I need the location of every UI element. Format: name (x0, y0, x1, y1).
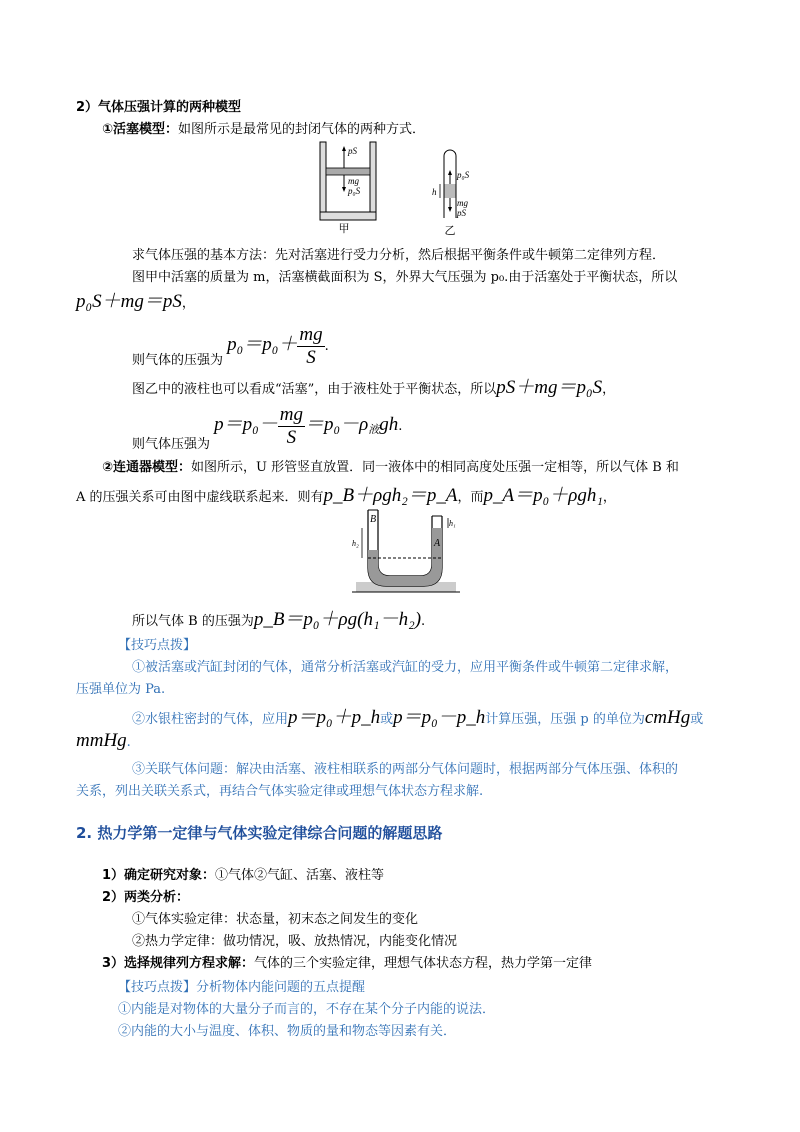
step-3-line (102, 952, 592, 971)
s2-tip-line (118, 976, 365, 995)
s2-tip-2: ②内能的大小与温度、体积、物质的量和物态等因素有关． (118, 1024, 457, 1039)
tip-2-text-a: ②水银柱密封的气体，应用 (132, 712, 289, 727)
jia-description: 图甲中活塞的质量为 m，活塞横截面积为 S，外界大气压强为 p₀.由于活塞处于平衡状态，所以 (132, 270, 678, 285)
pb-text: 所以气体 B 的压强为 (132, 614, 254, 629)
tip-2-unit-1: cmHg (644, 707, 691, 728)
equation-2-tail: . (324, 339, 329, 354)
force-p0S-label: p₀S (348, 186, 361, 196)
equation-2-line (132, 324, 329, 369)
figure-yi-caption: 乙 (444, 225, 456, 237)
tip-2-unit-2: mmHg (76, 730, 127, 751)
equation-4-denominator: S (286, 427, 297, 448)
method-text: 求气体压强的基本方法：先对活塞进行受力分析，然后根据平衡条件或牛顿第二定律列方程． (132, 248, 666, 263)
equation-1: p₀S＋mg＝pS (76, 291, 182, 312)
tip-2-or-2: 或 (690, 712, 704, 727)
equation-4-subscript: 液 (368, 423, 380, 436)
equation-6-tail: ， (602, 490, 616, 505)
then-pressure-text-1: 则气体的压强为 (132, 353, 224, 368)
tip-title: 【技巧点拨】 (118, 638, 197, 653)
connector-model-text: 如图所示，U 形管竖直放置．同一液体中的相同高度处压强一定相等，所以气体 B 和 (191, 460, 679, 475)
equation-7-tail: . (421, 614, 426, 629)
yi-description: 图乙中的液柱也可以看成“活塞”，由于液柱处于平衡状态，所以 (132, 382, 497, 397)
figure-yi (430, 148, 490, 238)
piston-model-line (102, 118, 425, 137)
step-1-line (102, 864, 384, 883)
connector-text-2: A 的压强关系可由图中虚线联系起来．则有 (76, 490, 324, 505)
yi-force-mg-label: mg (457, 198, 468, 208)
equation-2-denominator: S (306, 347, 316, 368)
gas-B-label: B (370, 514, 377, 525)
height-h-label: h (432, 187, 437, 197)
tip-3: ③关联气体问题：解决由活塞、液柱相联系的两部分气体问题时，根据两部分气体压强、体积的 (132, 762, 679, 777)
tip-1b: 压强单位为 Pa. (76, 682, 166, 697)
force-mg-label: mg (348, 176, 359, 186)
equation-4-rhs: ＝p₀－ρ (305, 414, 369, 435)
equation-4-tail: . (398, 419, 403, 434)
equation-5: p_B＋ρgh₂＝p_A (323, 485, 458, 506)
step-1-label: 1）确定研究对象： (102, 868, 216, 883)
s2-tip-1: ①内能是对物体的大量分子而言的，不存在某个分子内能的说法． (118, 1002, 496, 1017)
equation-1-tail: ， (181, 296, 195, 311)
figure-jia (312, 140, 392, 234)
step-1-text: ①气体②气缸、活塞、液柱等 (215, 868, 385, 883)
equation-3: pS＋mg＝p₀S (496, 377, 603, 398)
tip-2-line (132, 702, 703, 729)
height-h1-label: h₁ (449, 519, 456, 528)
equation-2-numerator: mg (299, 324, 323, 345)
step-3-text: 气体的三个实验定律，理想气体状态方程，热力学第一定律 (254, 956, 593, 971)
tip-1: ①被活塞或汽缸封闭的气体，通常分析活塞或汽缸的受力，应用平衡条件或牛顿第二定律求解， (132, 660, 679, 675)
equation-3-tail: ， (602, 382, 616, 397)
equation-4-end: gh (379, 414, 399, 435)
piston-model-text: 如图所示是最常见的封闭气体的两种方式． (178, 122, 426, 137)
section-heading: 2）气体压强计算的两种模型 (76, 100, 242, 115)
yi-force-pS-label: pS (457, 208, 466, 218)
equation-2-lhs: p₀＝p₀＋ (227, 334, 298, 355)
equation-6: p_A＝p₀＋ρgh₁ (483, 485, 603, 506)
force-pS-label: pS (348, 146, 357, 156)
connector-model-label: ②连通器模型： (102, 460, 192, 475)
equation-4-numerator: mg (279, 404, 303, 425)
equation-4-lhs: p＝p₀－ (214, 414, 278, 435)
tip-2-equation-2: p＝p₀－p_h (393, 707, 486, 728)
equation-7: p_B＝p₀＋ρg(h₁－h₂) (253, 609, 422, 630)
tip-2-end: . (126, 735, 131, 750)
pb-line (132, 604, 425, 631)
equation-5-mid: ，而 (457, 490, 484, 505)
connector-equation-line (76, 480, 616, 507)
yi-force-p0S-label: p₀S (457, 170, 470, 180)
s2-tip-head: 分析物体内能问题的五点提醒 (196, 980, 366, 995)
step-2-label: 2）两类分析： (102, 890, 190, 905)
step-3-label: 3）选择规律列方程求解： (102, 956, 255, 971)
piston-model-label: ①活塞模型： (102, 122, 179, 137)
tip-2-or: 或 (380, 712, 394, 727)
connector-model-line (102, 456, 679, 475)
section-2-heading: 2. 热力学第一定律与气体实验定律综合问题的解题思路 (76, 824, 443, 842)
s2-tip-title: 【技巧点拨】 (118, 980, 197, 995)
tip-2-equation-1: p＝p₀＋p_h (288, 707, 381, 728)
figure-jia-caption: 甲 (338, 223, 350, 234)
equation-1-line (76, 286, 195, 313)
then-pressure-text-2: 则气体压强为 (132, 437, 211, 452)
tip-2-line-2 (76, 730, 131, 752)
tip-2-text-b: 计算压强，压强 p 的单位为 (485, 712, 645, 727)
figure-u-tube (352, 506, 460, 598)
step-2-b: ②热力学定律：做功情况，吸、放热情况，内能变化情况 (132, 934, 458, 949)
tip-3b: 关系，列出关联关系式，再结合气体实验定律或理想气体状态方程求解. (76, 784, 484, 799)
step-2-a: ①气体实验定律：状态量，初末态之间发生的变化 (132, 912, 419, 927)
equation-4-line (132, 404, 402, 452)
height-h2-label: h₂ (352, 539, 359, 548)
yi-description-line (132, 372, 615, 399)
gas-A-label: A (434, 538, 441, 549)
